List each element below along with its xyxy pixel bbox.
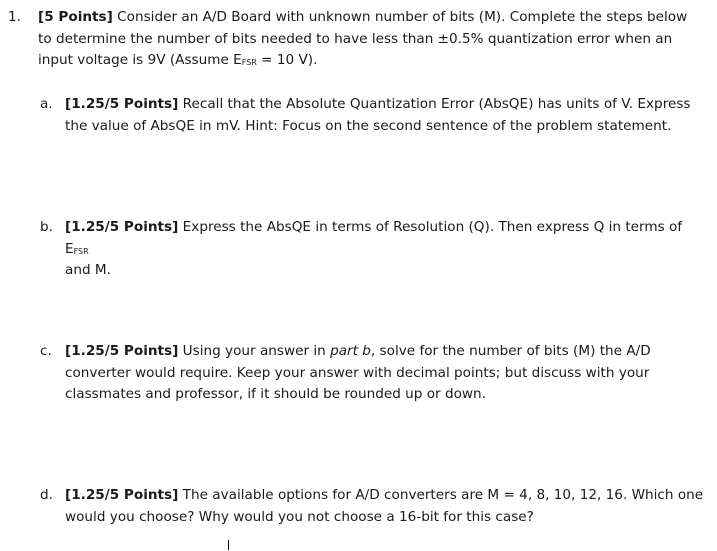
part-a-letter: a. [40, 96, 53, 112]
part-b-subscript-fsr: FSR [73, 246, 89, 256]
part-c-body-2: , solve for the number of bits (M) the A/D converter would require. Keep your answer with decimal points; but discuss with your classmates and professor, if it should be rounded up or down. [65, 343, 651, 402]
part-b-body-2: and M. [65, 262, 111, 278]
part-a-body: Recall that the Absolute Quantization Error (AbsQE) has units of V. Express the value of AbsQE in mV. Hint: Focus on the second sentence of the problem statement. [65, 96, 691, 134]
part-a-points: [1.25/5 Points] [65, 96, 179, 112]
part-c-body-1: Using your answer in [178, 343, 331, 359]
part-b-letter: b. [40, 219, 53, 235]
part-a-text [65, 94, 710, 137]
part-c-points: [1.25/5 Points] [65, 343, 179, 359]
part-b-points: [1.25/5 Points] [65, 219, 179, 235]
part-c-letter: c. [40, 343, 52, 359]
question-text [38, 7, 703, 72]
part-d-letter: d. [40, 487, 53, 503]
part-d-points: [1.25/5 Points] [65, 487, 179, 503]
question-number: 1. [8, 9, 21, 25]
question-subscript-fsr: FSR [241, 58, 257, 67]
part-c-italic-ref: part b [330, 343, 371, 359]
part-c-text [65, 341, 710, 406]
part-d-body: The available options for A/D converters are M = 4, 8, 10, 12, 16. Which one would you choose? Why would you not choose a 16-bit for this case? [65, 487, 704, 525]
text-cursor [228, 540, 229, 550]
question-text-part-1: Consider an A/D Board with unknown number of bits (M). Complete the steps below to determine the number of bits needed to have less than ±0.5% quantization error when an input voltage is 9V (Assume E [38, 9, 688, 68]
part-d-text [65, 485, 710, 528]
question-text-part-2: = 10 V). [256, 52, 318, 68]
part-b-body-1: Express the AbsQE in terms of Resolution (Q). Then express Q in terms of E [65, 219, 683, 257]
part-b-text [65, 217, 710, 282]
question-points: [5 Points] [38, 9, 113, 25]
